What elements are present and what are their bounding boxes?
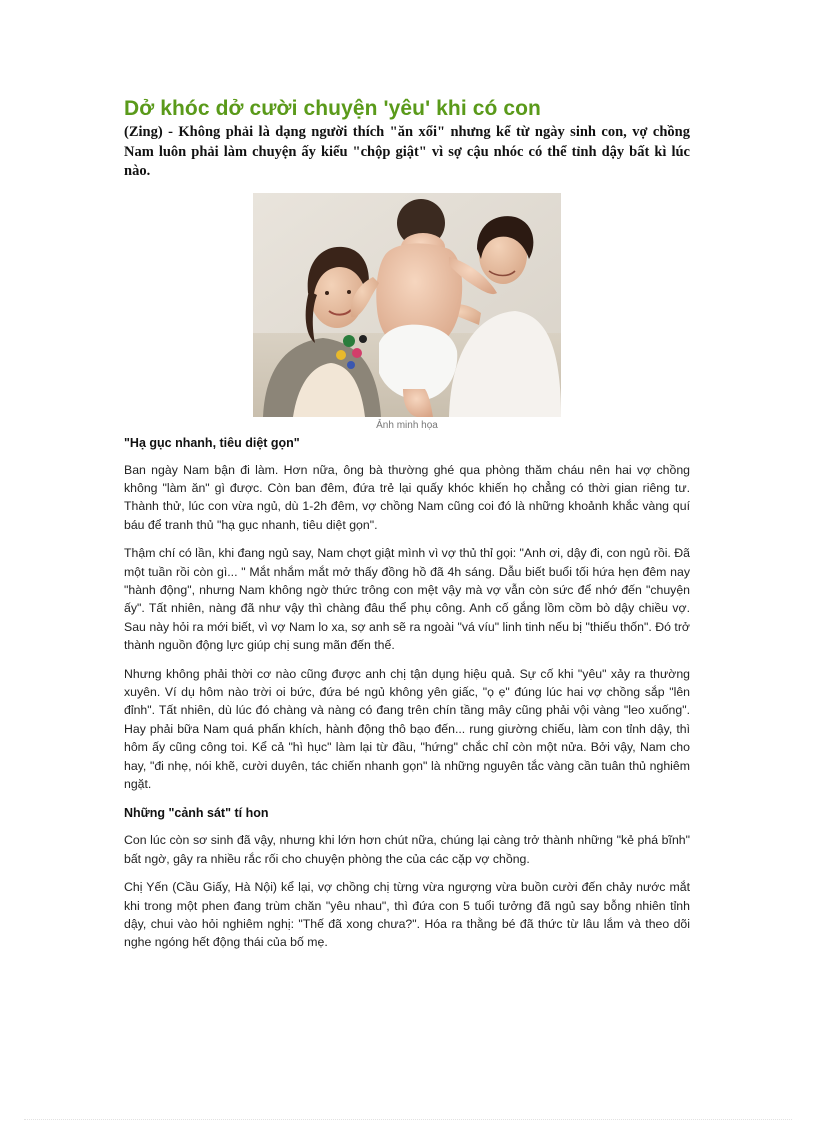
article [124, 96, 690, 952]
article-title: Dở khóc dở cười chuyện 'yêu' khi có con [124, 97, 541, 120]
section-heading-2: Những "cảnh sát" tí hon [124, 806, 269, 821]
paragraph: Chị Yến (Cầu Giấy, Hà Nội) kể lại, vợ chồng chị từng vừa ngượng vừa buồn cười đến chảy nước mắt khi trong một phen đang trùm chăn "yêu nhau", thì đứa con 5 tuổi tưởng đã ngủ say bỗng nhiên tỉnh dậy, chui vào hỏi nghiêm nghị: "Thế đã xong chưa?". Hóa ra thằng bé đã thức từ lâu lắm và theo dõi nghe ngóng hết động thái của bố mẹ. [124, 880, 690, 950]
section-heading-1: "Hạ gục nhanh, tiêu diệt gọn" [124, 435, 300, 450]
family-photo [253, 193, 561, 417]
paragraph: Ban ngày Nam bận đi làm. Hơn nữa, ông bà thường ghé qua phòng thăm cháu nên hai vợ chồng không "làm ăn" gì được. Còn ban đêm, đứa trẻ lại quấy khóc khiến họ chẳng có thời gian riêng tư. Thành thử, lúc con vừa ngủ, dù 1-2h đêm, vợ chồng Nam cũng coi đó là những khoảnh khắc vàng quí báu để tranh thủ "hạ gục nhanh, tiêu diệt gọn". [124, 462, 690, 532]
page-divider [24, 1119, 792, 1120]
paragraph: Nhưng không phải thời cơ nào cũng được anh chị tận dụng hiệu quả. Sự cố khi "yêu" xảy ra thường xuyên. Ví dụ hôm nào trời oi bức, đứa bé ngủ không yên giấc, "ọ ẹ" đúng lúc hai vợ chồng sắp "lên đỉnh". Tất nhiên, dù lúc đó chàng và nàng có đang trên chín tầng mây cũng phải vội vàng "leo xuống". Hay phải bữa Nam quá phấn khích, hành động thô bạo đến... rung giường chiếu, làm con tỉnh dậy, thì hôm ấy cũng công toi. Kể cả "hì hục" làm lại từ đầu, "hứng" chắc chỉ còn một nửa. Bởi vậy, Nam cho hay, "đi nhẹ, nói khẽ, cười duyên, tác chiến nhanh gọn" là những nguyên tắc vàng cần tuân thủ nghiêm ngặt. [124, 666, 690, 791]
paragraph: Con lúc còn sơ sinh đã vậy, nhưng khi lớn hơn chút nữa, chúng lại càng trở thành những "kẻ phá bĩnh" bất ngờ, gây ra nhiều rắc rối cho chuyện phòng the của các cặp vợ chồng. [124, 833, 690, 866]
image-caption: Ảnh minh họa [376, 419, 438, 431]
article-lead: (Zing) - Không phải là dạng người thích "ăn xổi" nhưng kể từ ngày sinh con, vợ chồng Nam luôn phải làm chuyện ấy kiểu "chộp giật" vì sợ cậu nhóc có thể tỉnh dậy bất kì lúc nào. [124, 124, 690, 179]
article-figure [124, 193, 690, 433]
paragraph: Thậm chí có lần, khi đang ngủ say, Nam chợt giật mình vì vợ thủ thỉ gọi: "Anh ơi, dậy đi, con ngủ rồi. Đã một tuần rồi còn gì... " Mắt nhắm mắt mở thấy đồng hồ đã 4h sáng. Dẫu biết buổi tối hứa hẹn đêm nay "hành động", nhưng Nam không ngờ thức trông con mệt vậy mà vợ vẫn còn sức để nhớ đến "chuyện ấy". Tất nhiên, nàng đã như vậy thì chàng đâu thể phụ công. Anh cố gắng lồm cồm bò dậy chiều vợ. Sau này hỏi ra mới biết, vì vợ Nam lo xa, sợ anh sẽ ra ngoài "vá víu" linh tinh nếu bị "thiếu thốn". Đó trở thành nguồn động lực giúp chị sung mãn đến thế. [124, 546, 690, 653]
